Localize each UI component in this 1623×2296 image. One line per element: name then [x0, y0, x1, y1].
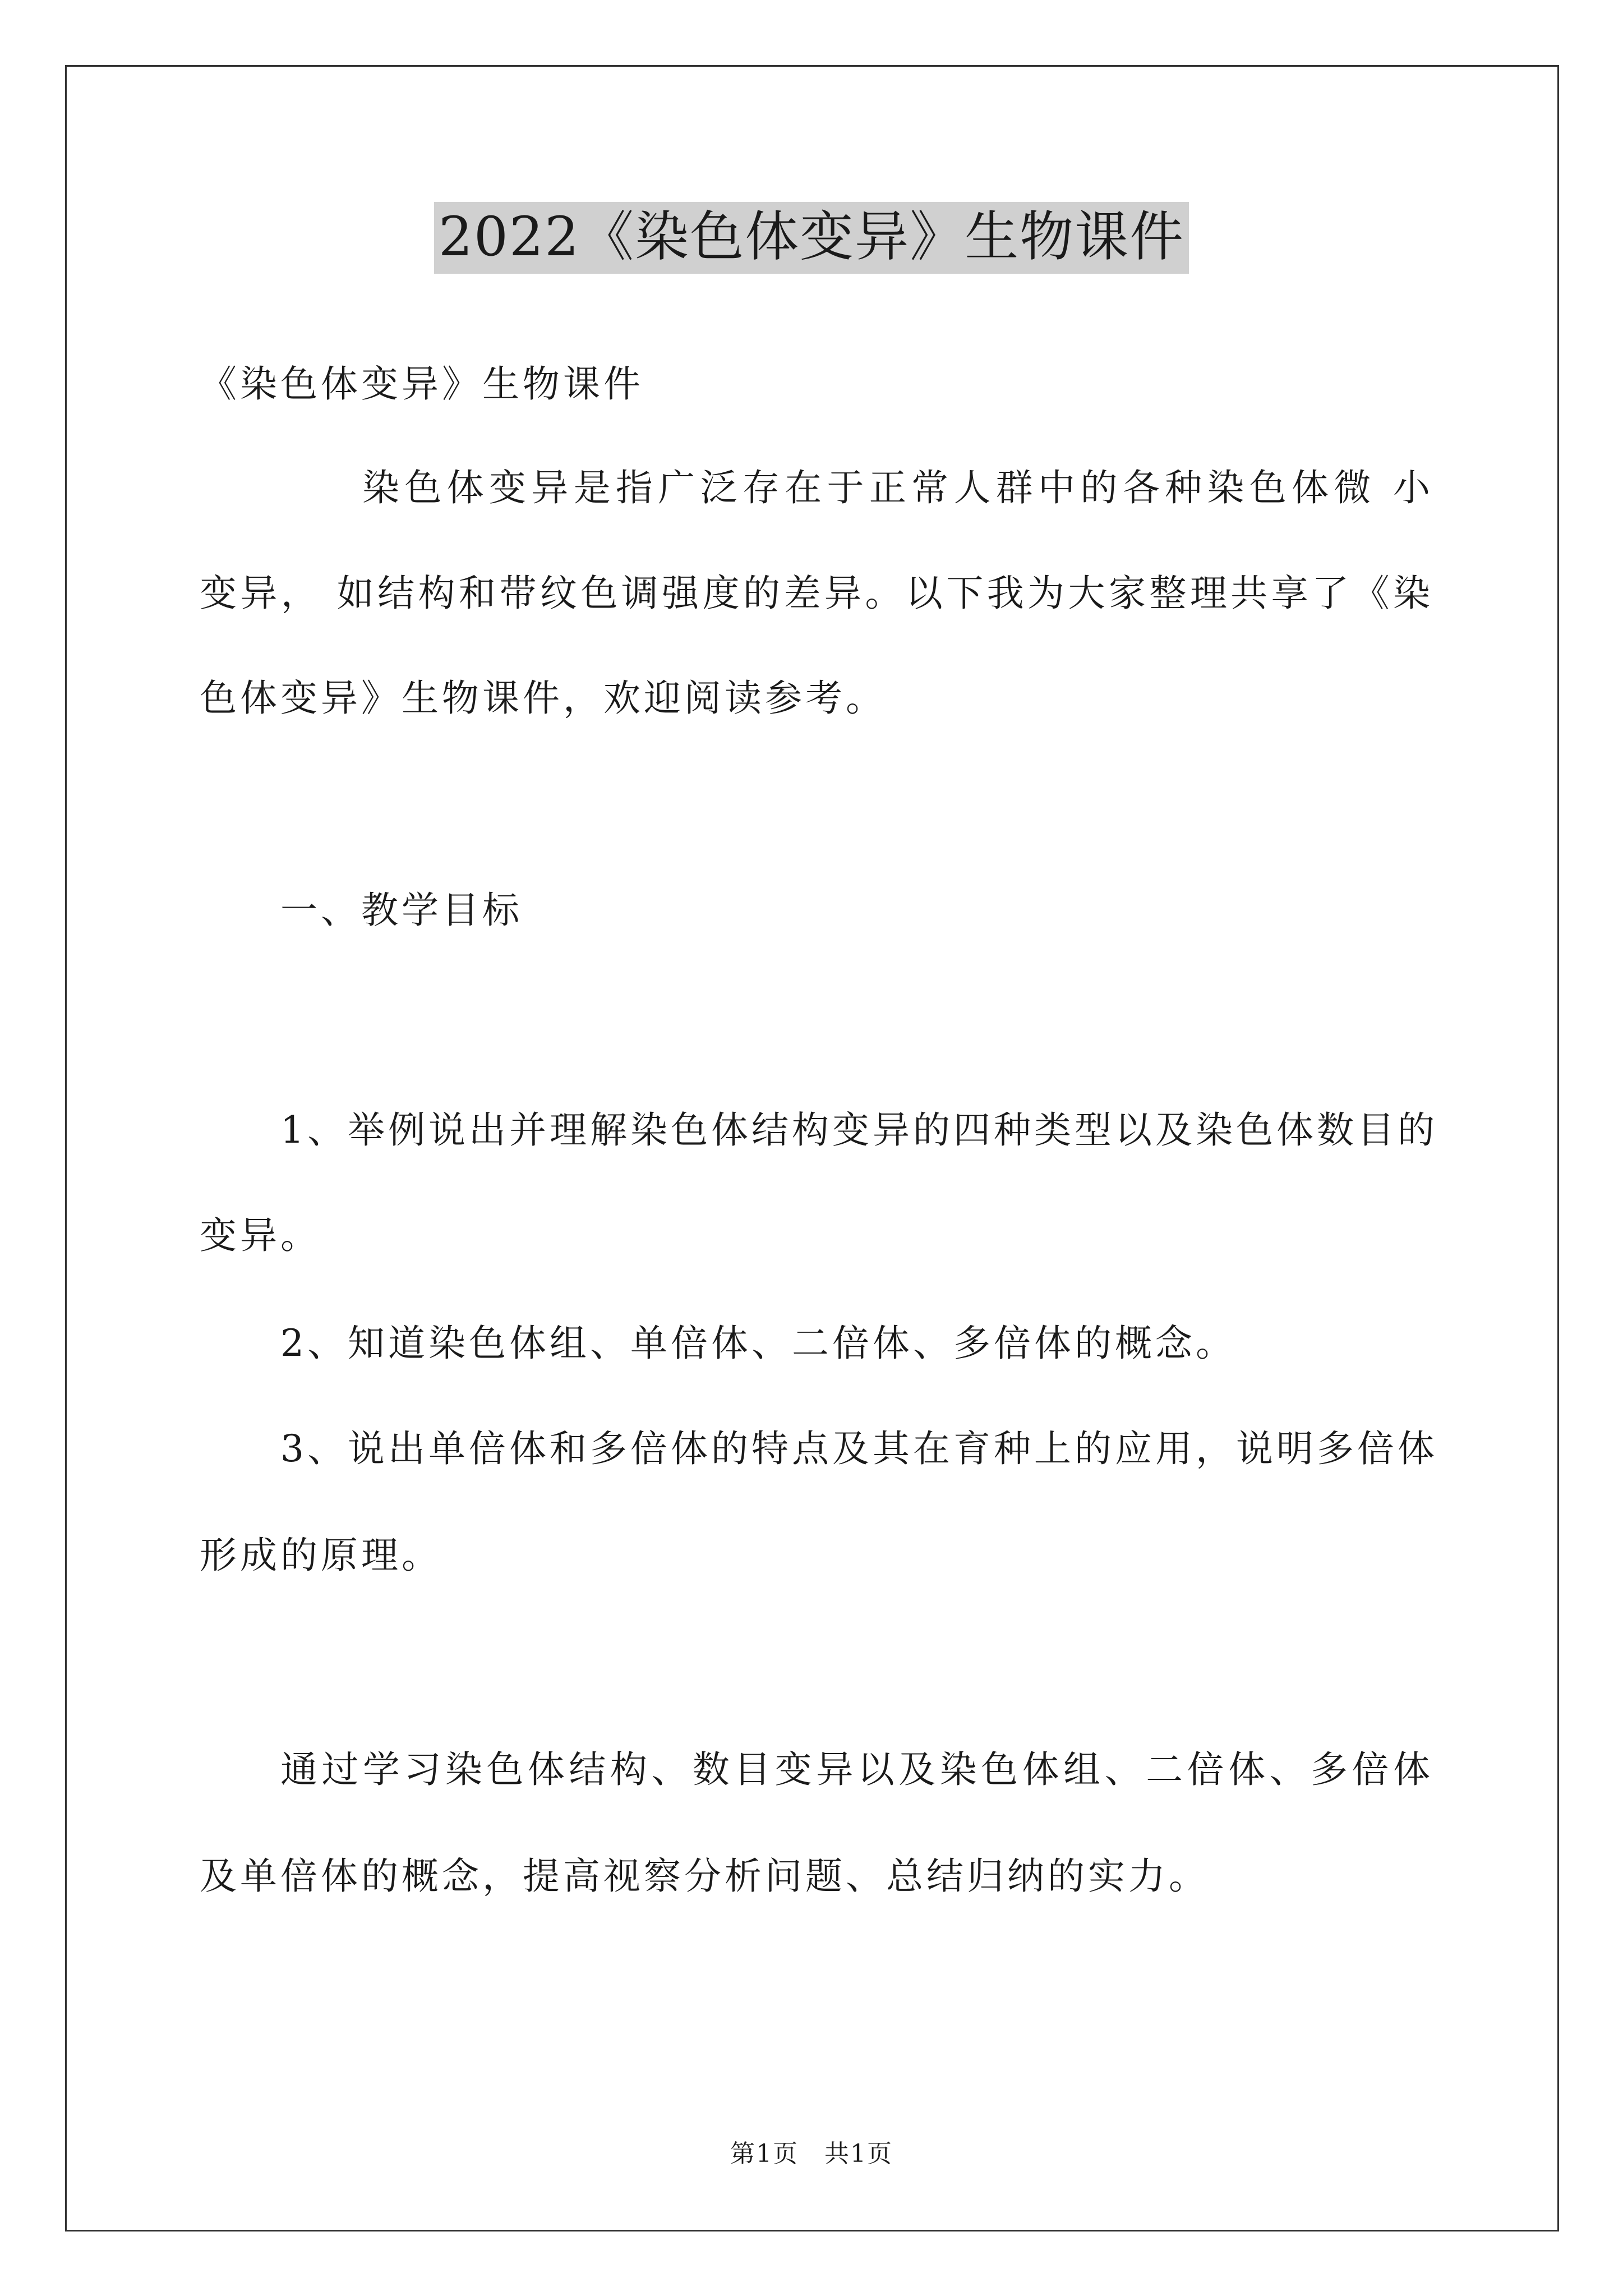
intro-line-2: 变异， 如结构和带纹色调强度的差异。以下我为大家整理共享了《染	[200, 572, 1433, 615]
document-title-text: 2022《染色体变异》生物课件	[434, 202, 1189, 274]
goal-1-line-1: 1、举例说出并理解染色体结构变异的四种类型以及染色体数目的	[280, 1108, 1438, 1152]
ability-line-1: 通过学习染色体结构、数目变异以及染色体组、二倍体、多倍体	[280, 1748, 1433, 1791]
document-title	[0, 197, 1623, 276]
page-footer: 第1页 共1页	[730, 2139, 893, 2168]
goal-1-line-2: 变异。	[200, 1214, 321, 1257]
document-subtitle: 《染色体变异》生物课件	[200, 362, 644, 406]
section-heading: 一、教学目标	[280, 889, 523, 932]
intro-line-1: 染色体变异是指广泛存在于正常人群中的各种染色体微 小	[362, 466, 1433, 509]
ability-line-2: 及单倍体的概念，提高视察分析问题、总结归纳的实力。	[200, 1855, 1209, 1898]
goal-2-line: 2、知道染色体组、单倍体、二倍体、多倍体的概念。	[280, 1322, 1236, 1365]
intro-line-3: 色体变异》生物课件，欢迎阅读参考。	[200, 677, 886, 720]
goal-3-line-2: 形成的原理。	[200, 1534, 442, 1577]
goal-3-line-1: 3、说出单倍体和多倍体的特点及其在育种上的应用，说明多倍体	[280, 1427, 1438, 1470]
